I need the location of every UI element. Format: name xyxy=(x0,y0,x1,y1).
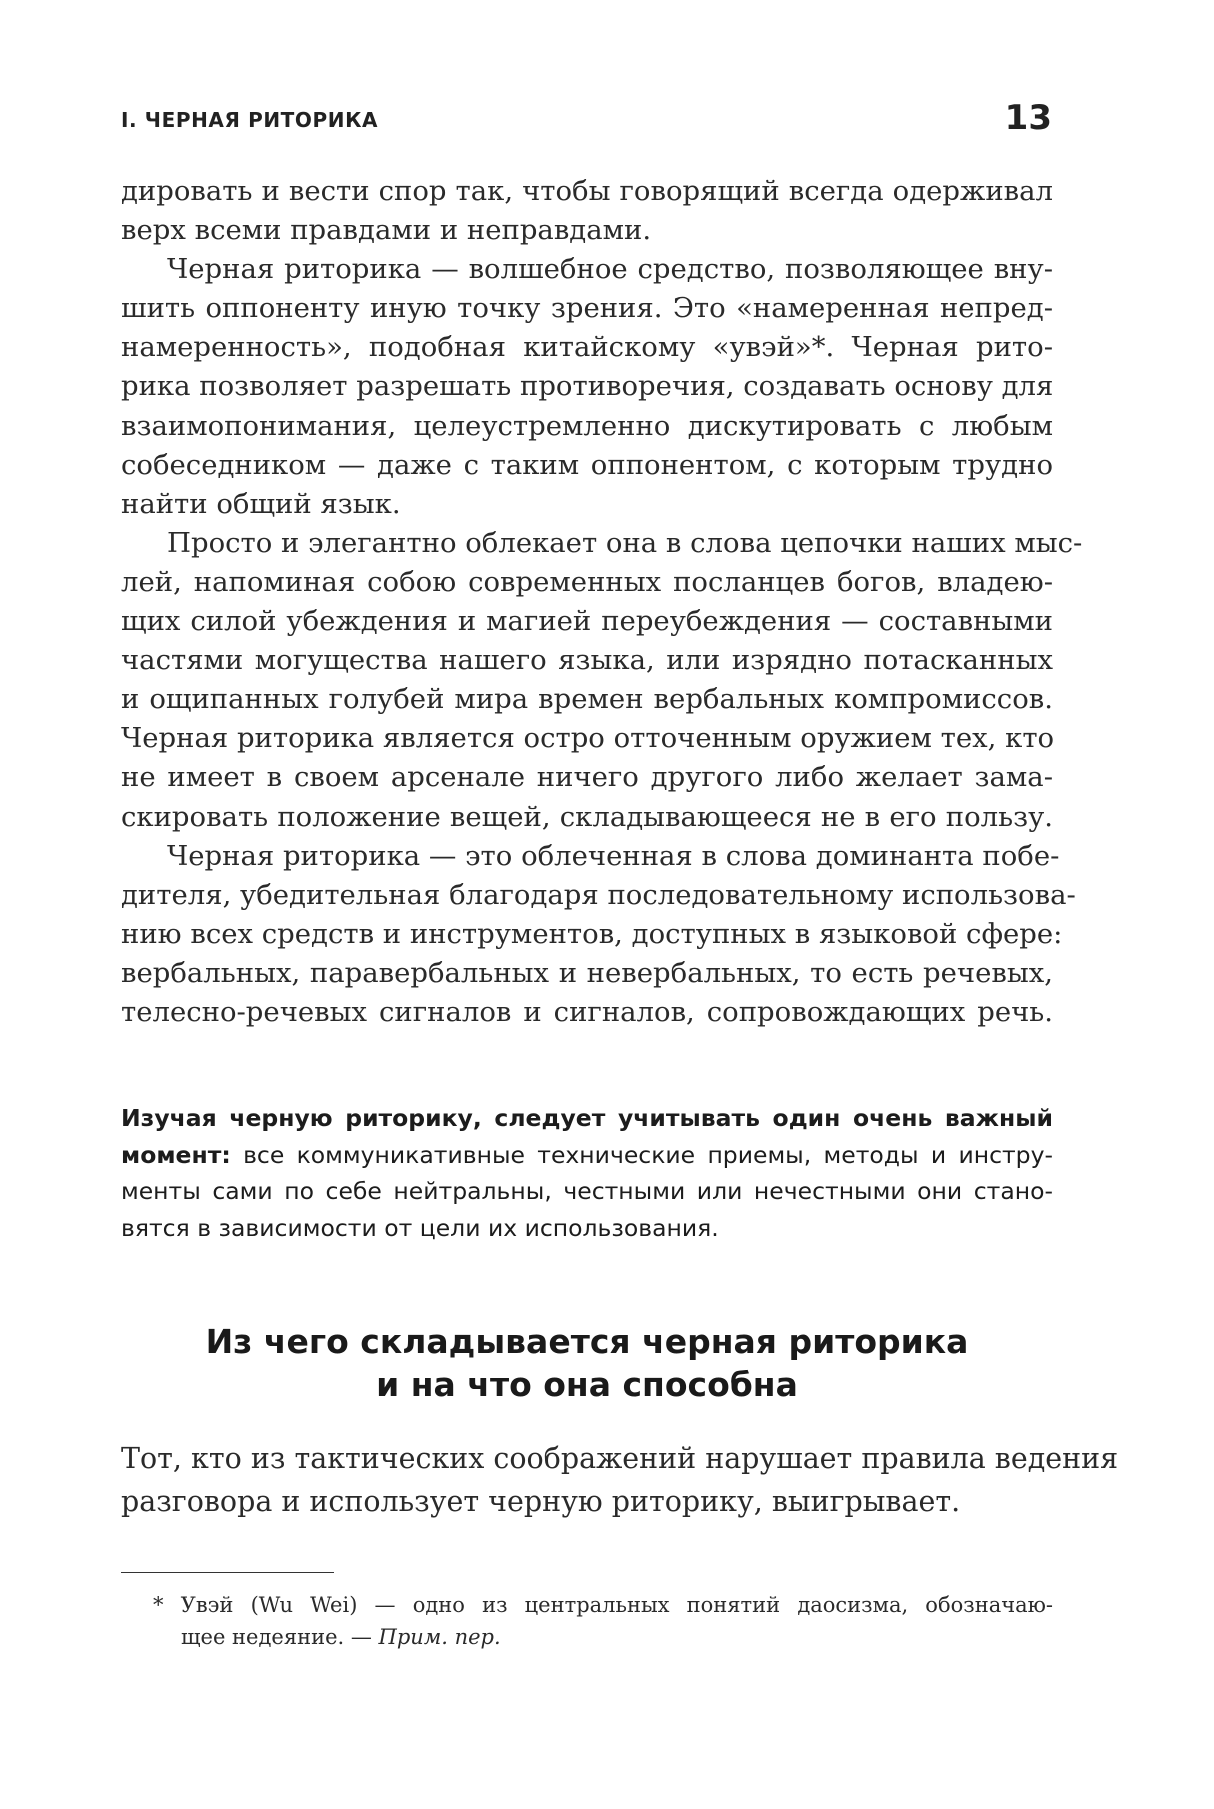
running-header: I. ЧЕРНАЯ РИТОРИКА xyxy=(121,108,379,132)
text-line: Черная риторика — волшебное средство, позволяющее вну- xyxy=(167,253,1053,286)
text-line: вербальных, паравербальных и невербальных, то есть речевых, xyxy=(121,956,1053,989)
footnote-divider xyxy=(121,1572,334,1573)
text-line: лей, напоминая собою современных посланцев богов, владею- xyxy=(121,565,1053,598)
text-line: дителя, убедительная благодаря последовательному использова- xyxy=(121,878,1076,911)
text-line: намеренность», подобная китайскому «увэй»*. Черная рито- xyxy=(121,331,1053,364)
text-line: собеседником — даже с таким оппонентом, с которым трудно xyxy=(121,448,1053,481)
text-line: щих силой убеждения и магией переубеждения — составными xyxy=(121,605,1053,638)
section-lead xyxy=(121,1437,1119,1523)
lead-line: разговора и использует черную риторику, выигрывает. xyxy=(121,1485,961,1518)
note-text: все коммуникативные технические приемы, методы и инстру- xyxy=(230,1140,1053,1169)
paragraph-3 xyxy=(121,524,1083,837)
section-heading xyxy=(121,1320,1053,1406)
translator-note-label: Прим. пер. xyxy=(378,1625,501,1649)
footnote-line xyxy=(121,1589,1053,1621)
text-line: рика позволяет разрешать противоречия, создавать основу для xyxy=(121,370,1054,403)
text-line: скировать положение вещей, складывающееся не в его пользу. xyxy=(121,800,1053,833)
main-text xyxy=(121,172,1083,1032)
text-line: дировать и вести спор так, чтобы говорящий всегда одерживал xyxy=(121,175,1053,207)
text-line: и ощипанных голубей мира времен вербальных компромиссов. xyxy=(121,683,1053,716)
text-line: Черная риторика — это облеченная в слова доминанта побе- xyxy=(167,839,1060,872)
note-line: менты сами по себе нейтральны, честными или нечестными они стано- xyxy=(121,1177,1053,1205)
footnote-marker: * xyxy=(153,1593,164,1617)
note-bold-text: момент: xyxy=(121,1140,231,1169)
lead-line: Тот, кто из тактических соображений нарушает правила ведения xyxy=(121,1442,1119,1475)
paragraph-1 xyxy=(121,172,1053,250)
paragraph-2 xyxy=(121,250,1053,524)
footnote-line xyxy=(121,1621,1053,1653)
text-line: найти общий язык. xyxy=(121,487,401,520)
footnote-text: Увэй (Wu Wei) — одно из центральных понятий даосизма, обозначаю- xyxy=(163,1593,1053,1617)
footnote xyxy=(121,1589,1053,1653)
heading-line: Из чего складывается черная риторика xyxy=(205,1322,969,1361)
text-line: верх всеми правдами и неправдами. xyxy=(121,214,652,247)
text-line: взаимопонимания, целеустремленно дискутировать с любым xyxy=(121,409,1053,442)
text-line: шить оппоненту иную точку зрения. Это «намеренная непред- xyxy=(121,292,1053,325)
text-line: Черная риторика является остро отточенным оружием тех, кто xyxy=(121,722,1055,755)
important-note xyxy=(121,1100,1053,1246)
note-line xyxy=(121,1100,1053,1137)
text-line: нию всех средств и инструментов, доступных в языковой сфере: xyxy=(121,917,1063,950)
footnote-text: щее недеяние. — xyxy=(181,1625,379,1649)
text-line: телесно-речевых сигналов и сигналов, сопровождающих речь. xyxy=(121,995,1053,1028)
note-line: вятся в зависимости от цели их использования. xyxy=(121,1213,719,1242)
text-line: частями могущества нашего языка, или изрядно потасканных xyxy=(121,644,1053,677)
page-number: 13 xyxy=(1004,98,1052,138)
note-bold-text: Изучая черную риторику, следует учитывать один очень важный xyxy=(121,1104,1053,1132)
heading-line: и на что она способна xyxy=(376,1365,798,1404)
note-line xyxy=(121,1137,1053,1174)
paragraph-4 xyxy=(121,837,1076,1032)
text-line: Просто и элегантно облекает она в слова цепочки наших мыс- xyxy=(167,526,1083,559)
text-line: не имеет в своем арсенале ничего другого либо желает зама- xyxy=(121,761,1053,794)
